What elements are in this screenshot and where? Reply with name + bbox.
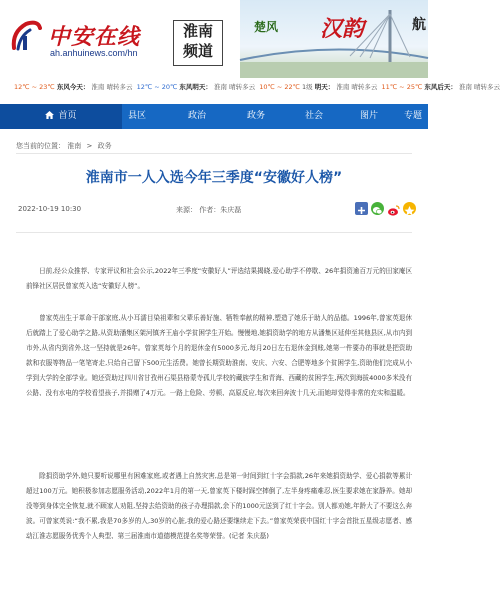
article-date: 2022-10-19 10:30 [18,205,82,213]
article-paragraph: 日前,经公众推荐、专家评议和社会公示,2022年三季度“安徽好人”评选结果揭晓,爱心助学不停歇、26年捐资逾百万元的田家庵区前锋社区居民曾家英入选“安徽好人榜”。 [26,267,412,290]
article-title: 淮南市一人入选今年三季度“安徽好人榜” [85,170,343,186]
nav-item-photos[interactable]: 图片 [359,111,378,121]
nav-item-society[interactable]: 社会 [304,111,323,121]
weibo-icon[interactable] [387,202,400,215]
weather-wind: 1级 [302,83,313,91]
banner-edge-text: 航 [412,17,426,33]
nav-home-label: 首页 [58,111,77,121]
weather-bar [0,78,500,96]
logo-icon[interactable] [8,18,44,54]
nav-item-topics[interactable]: 专题 [403,111,422,121]
nav-item-government[interactable]: 政务 [246,111,265,121]
weather-range: 12℃ ~ 23℃ [14,83,55,91]
weather-city: 淮南 [458,83,472,91]
weather-range: 12℃ ~ 20℃ [136,83,178,91]
article-paragraph: 除捐资助学外,她只要听说哪里有困难家庭,或者遇上自然灾害,总是第一时间到红十字会捐款,26年来她捐资助学、爱心捐款等累计超过100万元。她积极参加志愿服务活动,2022年1月的第一天,曾家英下楼时踩空摔倒了,左半身疼痛难忍,医生要求她在家静养。她却没等到身体完全恢复,就不顾家人劝阻,坚持去给资助的孩子办理捐款,余下的1000元送到了红十字会。别人都劝她,年龄大了不要这么奔波。可曾家英说:“我不累,我是70多岁的人,30岁的心脏,我的爱心路还要继续走下去。”曾家英荣获中国红十字会首批五星级志愿者、感动江淮志愿服务优秀个人典型、第三届淮南市道德模范提名奖等荣誉。(记者 朱庆磊) [26,472,412,540]
weather-range: 10℃ ~ 22℃ [259,83,300,91]
header-banner [240,0,428,78]
site-header [0,0,428,78]
weather-label: 东风今天： [56,83,90,91]
main-nav [0,104,428,129]
article-divider [16,232,412,233]
weather-cond: 晴转多云 [351,83,378,91]
weather-range: 11℃ ~ 25℃ [381,83,423,91]
weather-label: 东风后天： [424,83,457,91]
channel-line-2: 频道 [182,42,213,60]
weather-city: 淮南 [91,83,105,91]
weather-label: 明天： [314,83,335,91]
banner-slogan: 楚风 [254,20,279,34]
nav-item-politics[interactable]: 政治 [187,111,206,121]
breadcrumb-separator: > [86,142,93,150]
wechat-icon[interactable] [371,202,384,215]
article-source: 来源： 作者：朱庆磊 [176,206,242,214]
home-icon [45,111,54,119]
channel-badge [173,20,223,66]
banner-title: 汉韵 [320,16,365,42]
logo-text[interactable]: 中安在线 [48,24,141,50]
breadcrumb-divider [16,153,412,154]
weather-cond: 晴转多云 [474,83,500,91]
weather-city: 淮南 [214,83,227,91]
weather-cond: 晴转多云 [106,83,133,91]
logo-url: ah.anhuinews.com/hn [50,48,138,58]
weather-city: 淮南 [336,83,350,91]
breadcrumb-prefix: 您当前的位置： [16,142,65,150]
breadcrumb-link-government[interactable]: 政务 [97,142,112,150]
article-paragraph: 曾家英出生于革命干部家庭,从小耳濡目染祖辈和父辈乐善好施、牺牲奉献的精神,塑造了她乐于助人的品德。1996年,曾家英退休后就踏上了爱心助学之路,从资助潘集区架河镇齐王庙小学贫困学生开始。慢慢地,她捐资助学的地方从潘集区延伸至其他县区,从市内到市外,从省内到省外,这一坚持就是26年。曾家英每个月的退休金有5000多元,每月20日左右退休金到账,她第一件要办的事就是把资助款和衣服等物品一笔笔寄走,只给自己留下500元生活费。她曾长期资助淮南、安庆、六安、合肥等地多个贫困学生,资助他们完成从小学到大学的全部学业。她还资助过四川省甘孜州石渠县格蒙寺孤儿学校的藏族学生和青海、西藏的贫困学生,两次到海拔4000多米没有公路、没有水电的学校看望孩子,并捐赠了4万元。一路上危险、劳顿、高原反应,每次来回奔波十几天,而她却觉得非常的充实和温暖。 [26,314,412,397]
qzone-icon[interactable] [403,202,416,215]
weather-cond: 晴转多云 [229,83,256,91]
share-plus-icon[interactable] [355,202,368,215]
nav-item-counties[interactable]: 县区 [127,111,146,121]
breadcrumb-link-huainan[interactable]: 淮南 [67,142,82,150]
channel-line-1: 淮南 [182,22,213,40]
weather-label: 东风明天： [179,83,212,91]
nav-home[interactable] [0,104,122,129]
breadcrumb [16,141,112,151]
